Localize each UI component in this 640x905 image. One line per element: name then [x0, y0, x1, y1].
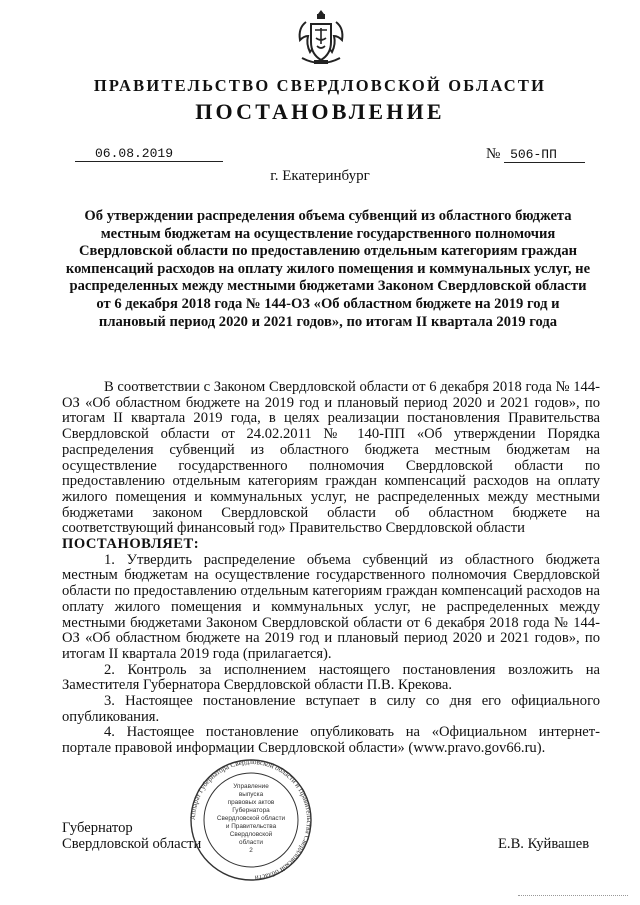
resolves-heading: ПОСТАНОВЛЯЕТ: — [62, 536, 200, 553]
city: г. Екатеринбург — [270, 168, 370, 184]
stamp-line-1: Управление — [233, 783, 269, 790]
stamp-line-7: Свердловской — [229, 831, 273, 838]
stamp-line-9: 2 — [249, 847, 253, 854]
official-stamp — [186, 758, 316, 882]
number-sign: № — [486, 146, 501, 162]
government-name: ПРАВИТЕЛЬСТВО СВЕРДЛОВСКОЙ ОБЛАСТИ — [93, 76, 547, 95]
position-line-2: Свердловской области — [62, 836, 202, 852]
signatory-position — [62, 820, 201, 852]
document-date: 06.08.2019 — [75, 146, 223, 162]
document-number — [486, 146, 585, 163]
stamp-line-6: и Правительства — [225, 823, 277, 830]
footer-rule — [518, 895, 628, 900]
stamp-line-2: выпуска — [238, 791, 264, 798]
stamp-line-3: правовых актов — [227, 799, 275, 806]
document-body — [62, 380, 600, 757]
position-line-1: Губернатор — [62, 820, 133, 836]
document-title: Об утверждении распределения объема субвенций из областного бюджета местным бюджетам на осуществление государственного полномочия Свердловской области по предоставлению отдельным категориям граждан компенсаций расходов на оплату жилого помещения и коммунальных услуг, не распределенных между местными бюджетами Законом Свердловской области от 6 декабря 2018 года № 144-ОЗ «Об областном бюджете на 2019 год и плановый период 2020 и 2021 годов», по итогам II квартала 2019 года — [65, 208, 591, 330]
stamp-line-8: области — [239, 839, 263, 846]
stamp-outer-text: Аппарат Губернатора Свердловской области и Правительства Свердловской области — [188, 758, 314, 882]
preamble: В соответствии с Законом Свердловской области от 6 декабря 2018 года № 144-ОЗ «Об областном бюджете на 2019 год и плановый период 2020 и 2021 годов», по итогам II квартала 2019 года, в целях реализации постановления Правительства Свердловской области от 24.02.2011 № 140-ПП «Об утверждении Порядка распределения субвенций из областного бюджета местным бюджетам на осуществление государственного полномочия Свердловской области по предоставлению отдельным категориям граждан компенсаций расходов на оплату жилого помещения и коммунальных услуг, не распределенных между местными бюджетами законом Свердловской области об областном бюджете на соответствующий финансовый год» Правительство Свердловской области — [62, 379, 600, 537]
coat-of-arms-icon — [296, 8, 346, 66]
number-value: 506-ПП — [504, 147, 585, 163]
stamp-line-5: Свердловской области — [216, 815, 286, 822]
stamp-line-4: Губернатора — [232, 807, 270, 814]
document-type: ПОСТАНОВЛЕНИЕ — [195, 99, 445, 124]
item-1: 1. Утвердить распределение объема субвенций из областного бюджета местным бюджетам на осуществление государственного полномочия Свердловской области по предоставлению отдельным категориям граждан компенсаций расходов на оплату жилого помещения и коммунальных услуг, не распределенных между местными бюджетами Законом Свердловской области от 6 декабря 2018 года № 144-ОЗ «Об областном бюджете на 2019 год и плановый период 2020 и 2021 годов», по итогам II квартала 2019 года (прилагается). — [62, 551, 600, 662]
item-2: 2. Контроль за исполнением настоящего постановления возложить на Заместителя Губернатора Свердловской области П.В. Крекова. — [62, 661, 600, 694]
signatory-name: Е.В. Куйвашев — [498, 836, 590, 852]
item-3: 3. Настоящее постановление вступает в силу со дня его официального опубликования. — [62, 693, 600, 725]
item-4: 4. Настоящее постановление опубликовать на «Официальном интернет-портале правовой информации Свердловской области» (www.pravo.gov66.ru). — [62, 724, 600, 757]
